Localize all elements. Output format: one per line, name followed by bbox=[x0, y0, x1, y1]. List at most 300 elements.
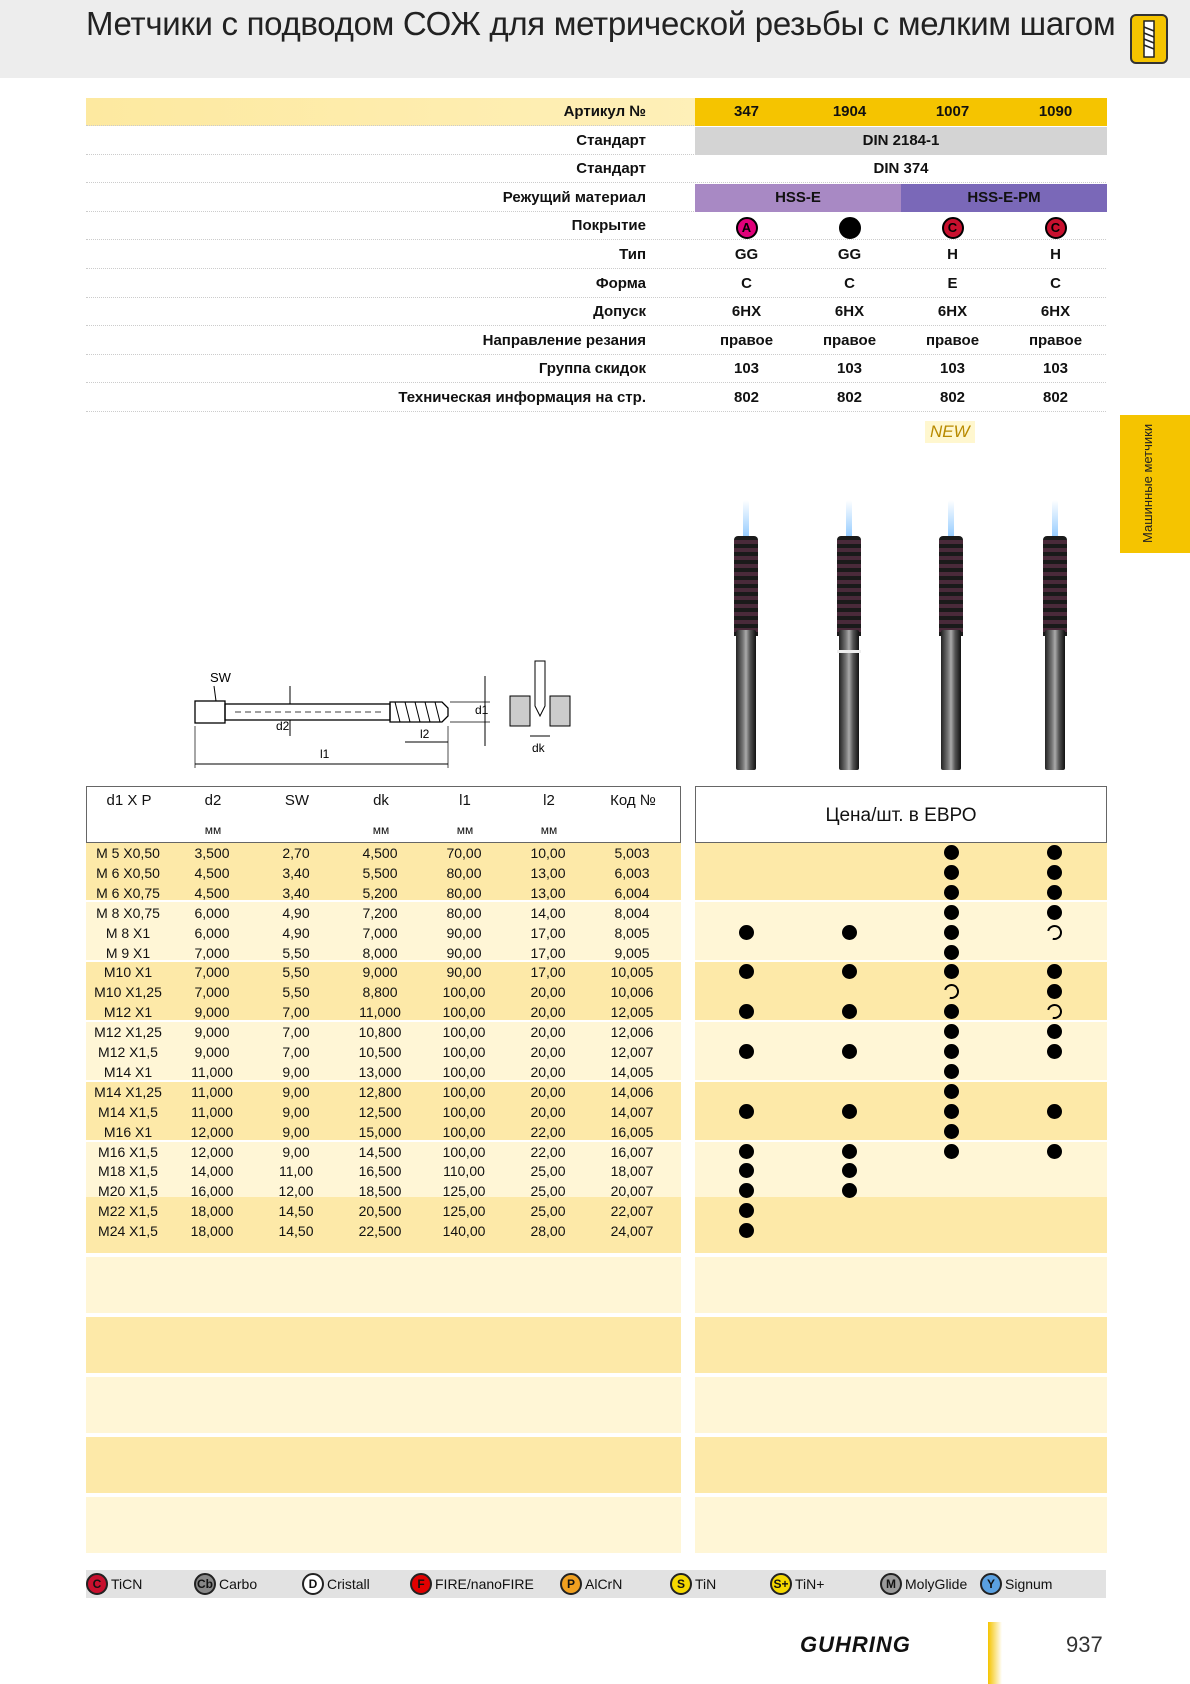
spec-row bbox=[86, 355, 1106, 383]
legend-label: Signum bbox=[1005, 1576, 1053, 1592]
table-cell: 90,00 bbox=[446, 964, 482, 981]
table-cell: M 8 X1 bbox=[105, 924, 151, 941]
availability-dot-icon bbox=[842, 925, 857, 940]
table-cell: 9,000 bbox=[194, 1044, 230, 1060]
price-band bbox=[695, 1082, 1107, 1140]
spec-value: H bbox=[1050, 246, 1061, 263]
table-cell: 7,00 bbox=[282, 1044, 310, 1060]
price-band bbox=[695, 1197, 1107, 1253]
table-cell: 12,000 bbox=[190, 1123, 234, 1140]
coating-legend-icon: F bbox=[410, 1573, 432, 1595]
column-unit: мм bbox=[456, 823, 474, 837]
spec-value: правое bbox=[822, 331, 877, 349]
table-cell: 9,00 bbox=[282, 1063, 310, 1080]
spec-row bbox=[86, 241, 1106, 269]
table-row bbox=[86, 863, 681, 883]
table-cell: 100,00 bbox=[442, 1044, 486, 1060]
table-row bbox=[86, 1062, 681, 1082]
d2-label: d2 bbox=[276, 719, 290, 733]
new-badge: NEW bbox=[925, 421, 975, 443]
table-cell: 12,800 bbox=[358, 1083, 402, 1100]
tool-photo-2 bbox=[837, 500, 861, 770]
side-tab-label: Машинные метчики bbox=[1140, 423, 1155, 543]
availability-dot-icon bbox=[944, 925, 959, 940]
spec-value: 802 bbox=[1042, 389, 1069, 406]
spec-values bbox=[695, 270, 1107, 298]
coating-cell bbox=[901, 212, 1004, 240]
table-cell: 11,00 bbox=[279, 1163, 313, 1180]
page-title: Метчики с подводом СОЖ для метрической резьбы с мелким шагом bbox=[86, 5, 1116, 42]
table-cell: 5,50 bbox=[282, 964, 310, 981]
table-cell: 22,00 bbox=[530, 1123, 566, 1140]
tool-photo-3 bbox=[939, 500, 963, 770]
legend-item bbox=[980, 1573, 1070, 1595]
table-cell: 100,00 bbox=[442, 1143, 486, 1160]
spec-row bbox=[86, 298, 1106, 326]
availability-dot-icon bbox=[842, 1144, 857, 1159]
spec-span-value: DIN 2184-1 bbox=[862, 131, 940, 149]
coating-legend-icon: S bbox=[670, 1573, 692, 1595]
legend-item bbox=[670, 1573, 770, 1595]
table-band bbox=[86, 1257, 681, 1313]
availability-dot-icon bbox=[1047, 845, 1062, 860]
column-unit bbox=[87, 817, 171, 843]
table-cell: M10 X1 bbox=[103, 964, 153, 981]
table-cell: M 8 X0,75 bbox=[96, 904, 160, 921]
spec-values bbox=[695, 384, 1107, 412]
spec-row bbox=[86, 127, 1106, 155]
availability-dot-icon bbox=[944, 1084, 959, 1099]
table-cell: 20,007 bbox=[610, 1183, 654, 1200]
l2-label: l2 bbox=[420, 727, 430, 741]
table-cell: 4,500 bbox=[194, 864, 230, 881]
price-band bbox=[695, 1497, 1107, 1553]
spec-value: GG bbox=[837, 246, 862, 263]
table-cell: 4,90 bbox=[282, 904, 310, 921]
table-cell: 125,00 bbox=[442, 1203, 486, 1220]
legend-item bbox=[880, 1573, 980, 1595]
column-unit bbox=[591, 817, 675, 843]
table-cell: M 5 X0,50 bbox=[96, 845, 160, 861]
coating-dot-icon bbox=[839, 217, 861, 239]
table-cell: 20,00 bbox=[530, 1024, 566, 1041]
table-cell: 5,50 bbox=[282, 944, 310, 961]
table-cell: 7,000 bbox=[194, 984, 230, 1001]
table-cell: 14,00 bbox=[530, 904, 566, 921]
table-cell: 14,005 bbox=[610, 1063, 654, 1080]
price-band bbox=[695, 1142, 1107, 1200]
table-cell: 7,200 bbox=[362, 904, 398, 921]
availability-dot-icon bbox=[944, 1144, 959, 1159]
spec-value: 1090 bbox=[1038, 103, 1073, 120]
legend-item bbox=[560, 1573, 670, 1595]
spec-values bbox=[695, 355, 1107, 383]
table-cell: 4,500 bbox=[194, 884, 230, 901]
table-cell: M 6 X0,50 bbox=[96, 864, 160, 881]
table-cell: 100,00 bbox=[442, 1123, 486, 1140]
table-cell: 7,000 bbox=[362, 924, 398, 941]
tap-icon bbox=[1130, 14, 1168, 64]
spec-value: 103 bbox=[1042, 360, 1069, 378]
table-row bbox=[86, 1022, 681, 1042]
table-cell: 18,000 bbox=[190, 1223, 234, 1240]
spec-label: Техническая информация на стр. bbox=[398, 389, 646, 406]
table-cell: 14,500 bbox=[358, 1143, 402, 1160]
price-band bbox=[695, 843, 1107, 900]
table-cell: 6,003 bbox=[614, 864, 650, 881]
tool-photo-1 bbox=[734, 500, 758, 770]
table-cell: 125,00 bbox=[442, 1183, 486, 1200]
table-row bbox=[86, 1161, 681, 1181]
table-cell: M18 X1,5 bbox=[98, 1163, 158, 1180]
price-band bbox=[695, 1377, 1107, 1433]
price-band bbox=[695, 902, 1107, 960]
table-row bbox=[86, 923, 681, 943]
table-cell: 28,00 bbox=[530, 1223, 566, 1240]
spec-value: C bbox=[844, 274, 855, 292]
table-cell: 80,00 bbox=[446, 864, 482, 881]
side-tab[interactable] bbox=[1120, 415, 1190, 553]
table-cell: 10,006 bbox=[610, 984, 654, 1001]
table-cell: 12,500 bbox=[358, 1103, 402, 1120]
table-cell: 20,00 bbox=[530, 1004, 566, 1021]
table-cell: 9,005 bbox=[614, 944, 650, 961]
legend-item bbox=[86, 1573, 194, 1595]
table-row bbox=[86, 943, 681, 963]
table-cell: M 9 X1 bbox=[105, 944, 151, 961]
table-cell: 10,800 bbox=[358, 1024, 402, 1041]
table-cell: 22,500 bbox=[358, 1223, 402, 1240]
spec-row bbox=[86, 270, 1106, 298]
spec-values bbox=[695, 98, 1107, 126]
availability-dot-icon bbox=[739, 1044, 754, 1059]
table-cell: 140,00 bbox=[442, 1223, 486, 1240]
table-cell: 16,000 bbox=[190, 1183, 234, 1200]
spec-value: GG bbox=[734, 246, 759, 263]
table-cell: M22 X1,5 bbox=[98, 1203, 158, 1220]
spec-row bbox=[86, 98, 1106, 126]
spec-value: 802 bbox=[939, 389, 966, 406]
d1-label: d1 bbox=[475, 703, 489, 717]
price-header: Цена/шт. в ЕВРО bbox=[695, 786, 1107, 843]
table-cell: 3,500 bbox=[194, 845, 230, 861]
table-cell: 100,00 bbox=[442, 1083, 486, 1100]
price-band bbox=[695, 1022, 1107, 1080]
availability-dot-icon bbox=[944, 1124, 959, 1139]
column-header: Код № bbox=[610, 792, 656, 809]
table-cell: 6,004 bbox=[614, 884, 650, 901]
table-cell: 8,800 bbox=[362, 984, 398, 1001]
spec-values bbox=[695, 241, 1107, 269]
table-cell: 10,00 bbox=[530, 845, 566, 861]
availability-dot-icon bbox=[944, 1044, 959, 1059]
spec-value: 6HX bbox=[937, 303, 968, 321]
table-cell: 12,00 bbox=[278, 1183, 314, 1200]
legend-item bbox=[194, 1573, 302, 1595]
table-cell: M14 X1,5 bbox=[98, 1103, 158, 1120]
table-cell: 17,00 bbox=[530, 924, 566, 941]
table-cell: 8,000 bbox=[362, 944, 398, 961]
table-cell: M16 X1 bbox=[103, 1123, 153, 1140]
column-unit bbox=[255, 817, 339, 843]
table-cell: 100,00 bbox=[442, 1004, 486, 1021]
column-unit: мм bbox=[540, 823, 558, 837]
table-cell: 9,00 bbox=[282, 1123, 310, 1140]
table-cell: 20,500 bbox=[358, 1203, 402, 1220]
coating-legend-icon: Y bbox=[980, 1573, 1002, 1595]
spec-value: правое bbox=[719, 331, 774, 349]
spec-row bbox=[86, 155, 1106, 183]
coating-icon: C bbox=[942, 217, 964, 239]
spec-value: C bbox=[741, 274, 752, 292]
table-cell: 14,50 bbox=[278, 1203, 314, 1220]
spec-label: Направление резания bbox=[482, 331, 646, 349]
spec-values bbox=[695, 127, 1107, 155]
dk-label: dk bbox=[532, 741, 545, 755]
coating-legend-icon: Cb bbox=[194, 1573, 216, 1595]
table-cell: 11,000 bbox=[191, 1063, 233, 1080]
availability-dot-icon bbox=[739, 925, 754, 940]
price-band bbox=[695, 1317, 1107, 1373]
table-row bbox=[86, 1122, 681, 1142]
table-cell: 7,000 bbox=[194, 964, 230, 981]
table-cell: M14 X1 bbox=[103, 1063, 153, 1080]
availability-dot-icon bbox=[944, 865, 959, 880]
table-row bbox=[86, 1042, 681, 1062]
column-header: d1 X P bbox=[106, 792, 152, 809]
legend-label: TiN+ bbox=[795, 1576, 825, 1592]
table-header bbox=[86, 786, 681, 843]
table-cell: 8,004 bbox=[614, 904, 650, 921]
table-cell: M12 X1 bbox=[103, 1004, 153, 1021]
spec-value: 6HX bbox=[731, 303, 762, 321]
availability-dot-icon bbox=[739, 1104, 754, 1119]
availability-dot-icon bbox=[944, 1024, 959, 1039]
table-cell: 16,005 bbox=[610, 1123, 654, 1140]
column-header: l1 bbox=[459, 792, 471, 809]
table-cell: 5,50 bbox=[282, 984, 310, 1001]
table-cell: 100,00 bbox=[442, 1024, 486, 1041]
page-number: 937 bbox=[1066, 1632, 1103, 1657]
table-cell: 11,000 bbox=[191, 1103, 233, 1120]
table-band bbox=[86, 1497, 681, 1553]
spec-label: Допуск bbox=[593, 303, 646, 321]
price-band bbox=[695, 962, 1107, 1020]
spec-value: правое bbox=[925, 331, 980, 349]
table-band bbox=[86, 1317, 681, 1373]
table-row bbox=[86, 843, 681, 863]
coating-legend-icon: D bbox=[302, 1573, 324, 1595]
availability-dot-icon bbox=[739, 1144, 754, 1159]
column-header: d2 bbox=[204, 792, 222, 809]
table-cell: 14,000 bbox=[190, 1163, 234, 1180]
table-cell: 24,007 bbox=[610, 1223, 654, 1240]
table-cell: M10 X1,25 bbox=[94, 984, 162, 1001]
table-row bbox=[86, 962, 681, 982]
table-cell: 12,007 bbox=[610, 1044, 654, 1060]
table-cell: M14 X1,25 bbox=[94, 1083, 162, 1100]
availability-dot-icon bbox=[1047, 1024, 1062, 1039]
availability-dot-icon bbox=[944, 945, 959, 960]
spec-value: 1007 bbox=[935, 103, 970, 120]
coating-legend bbox=[86, 1570, 1106, 1598]
availability-dot-icon bbox=[1047, 1104, 1062, 1119]
spec-label: Покрытие bbox=[571, 217, 646, 235]
table-cell: 10,005 bbox=[610, 964, 654, 981]
table-cell: 100,00 bbox=[442, 1063, 486, 1080]
spec-row bbox=[86, 184, 1106, 212]
table-row bbox=[86, 1102, 681, 1122]
spec-value: E bbox=[947, 274, 958, 292]
availability-dot-icon bbox=[842, 1044, 857, 1059]
spec-values bbox=[695, 212, 1107, 240]
legend-label: TiN bbox=[695, 1576, 717, 1592]
spec-label: Стандарт bbox=[576, 160, 646, 178]
spec-value: C bbox=[1050, 274, 1061, 292]
table-cell: 12,006 bbox=[610, 1024, 654, 1041]
table-cell: 9,000 bbox=[194, 1024, 230, 1041]
spec-value: правое bbox=[1028, 331, 1083, 349]
table-cell: M 6 X0,75 bbox=[96, 884, 160, 901]
table-cell: 16,500 bbox=[358, 1163, 402, 1180]
table-cell: 25,00 bbox=[530, 1203, 566, 1220]
table-cell: 70,00 bbox=[446, 845, 482, 861]
availability-dot-icon bbox=[1047, 885, 1062, 900]
coating-icon: C bbox=[1045, 217, 1067, 239]
table-cell: 7,000 bbox=[194, 944, 230, 961]
table-cell: M12 X1,5 bbox=[98, 1044, 158, 1060]
table-cell: 14,006 bbox=[610, 1083, 654, 1100]
table-cell: 80,00 bbox=[446, 884, 482, 901]
coating-legend-icon: S+ bbox=[770, 1573, 792, 1595]
spec-label: Режущий материал bbox=[502, 188, 646, 206]
table-row bbox=[86, 982, 681, 1002]
coating-cell bbox=[1004, 212, 1107, 240]
spec-value: 103 bbox=[939, 360, 966, 378]
availability-dot-icon bbox=[944, 1064, 959, 1079]
table-row bbox=[86, 1142, 681, 1162]
table-cell: M24 X1,5 bbox=[98, 1223, 158, 1240]
spec-values bbox=[695, 184, 1107, 212]
spec-value: 802 bbox=[836, 389, 863, 406]
table-cell: 12,000 bbox=[190, 1143, 234, 1160]
column-unit: мм bbox=[372, 823, 390, 837]
table-cell: 100,00 bbox=[442, 1103, 486, 1120]
legend-label: AlCrN bbox=[585, 1576, 623, 1592]
spec-value: 103 bbox=[733, 360, 760, 378]
table-cell: 17,00 bbox=[530, 944, 566, 961]
table-cell: 11,000 bbox=[359, 1004, 401, 1021]
table-row bbox=[86, 1181, 681, 1201]
table-cell: 25,00 bbox=[530, 1163, 566, 1180]
table-cell: 20,00 bbox=[530, 1103, 566, 1120]
table-cell: 3,40 bbox=[282, 864, 310, 881]
table-row bbox=[86, 883, 681, 903]
table-band bbox=[86, 1377, 681, 1433]
coating-legend-icon: C bbox=[86, 1573, 108, 1595]
column-header: l2 bbox=[543, 792, 555, 809]
table-cell: 8,005 bbox=[614, 924, 650, 941]
spec-row bbox=[86, 384, 1106, 412]
column-header: dk bbox=[373, 792, 389, 809]
availability-dot-icon bbox=[944, 1104, 959, 1119]
column-unit: мм bbox=[204, 823, 222, 837]
table-cell: 14,007 bbox=[610, 1103, 654, 1120]
sw-label: SW bbox=[210, 670, 231, 685]
table-cell: 2,70 bbox=[282, 845, 310, 861]
table-cell: 10,500 bbox=[358, 1044, 402, 1060]
table-row bbox=[86, 903, 681, 923]
availability-dot-icon bbox=[944, 885, 959, 900]
table-cell: 13,00 bbox=[530, 864, 566, 881]
table-cell: 13,00 bbox=[530, 884, 566, 901]
spec-label: Группа скидок bbox=[538, 360, 646, 378]
spec-row bbox=[86, 327, 1106, 355]
table-cell: 9,000 bbox=[362, 964, 398, 981]
table-cell: 6,000 bbox=[194, 924, 230, 941]
table-cell: 5,200 bbox=[362, 884, 398, 901]
availability-dot-icon bbox=[842, 1104, 857, 1119]
spec-value: 1904 bbox=[832, 103, 867, 120]
table-cell: 7,00 bbox=[282, 1004, 310, 1021]
table-cell: 90,00 bbox=[446, 924, 482, 941]
table-row bbox=[86, 1082, 681, 1102]
table-cell: 12,005 bbox=[610, 1004, 654, 1021]
table-cell: 17,00 bbox=[530, 964, 566, 981]
table-row bbox=[86, 1002, 681, 1022]
table-cell: 9,00 bbox=[282, 1083, 310, 1100]
spec-label: Стандарт bbox=[576, 131, 646, 149]
table-cell: 18,500 bbox=[358, 1183, 402, 1200]
table-cell: M20 X1,5 bbox=[98, 1183, 158, 1200]
coating-legend-icon: M bbox=[880, 1573, 902, 1595]
table-cell: M16 X1,5 bbox=[98, 1143, 158, 1160]
page-bar bbox=[988, 1622, 1002, 1684]
table-cell: 5,500 bbox=[362, 864, 398, 881]
table-cell: 25,00 bbox=[530, 1183, 566, 1200]
table-cell: 18,007 bbox=[610, 1163, 654, 1180]
legend-item bbox=[302, 1573, 410, 1595]
table-band bbox=[86, 1437, 681, 1493]
spec-values bbox=[695, 298, 1107, 326]
table-row bbox=[86, 1221, 681, 1241]
column-header: SW bbox=[284, 792, 310, 809]
coating-cell bbox=[695, 212, 798, 240]
table-cell: M12 X1,25 bbox=[94, 1024, 162, 1041]
spec-value: 347 bbox=[733, 103, 760, 120]
material-group: HSS-E-PM bbox=[901, 184, 1107, 212]
spec-label: Форма bbox=[595, 274, 646, 292]
table-cell: 80,00 bbox=[446, 904, 482, 921]
table-cell: 4,90 bbox=[282, 924, 310, 941]
legend-label: TiCN bbox=[111, 1576, 143, 1592]
spec-value: 6HX bbox=[834, 303, 865, 321]
table-cell: 20,00 bbox=[530, 1063, 566, 1080]
table-cell: 90,00 bbox=[446, 944, 482, 961]
spec-row bbox=[86, 212, 1106, 240]
coating-legend-icon: P bbox=[560, 1573, 582, 1595]
table-cell: 3,40 bbox=[282, 884, 310, 901]
tool-photo-4 bbox=[1043, 500, 1067, 770]
table-cell: 100,00 bbox=[442, 984, 486, 1001]
table-cell: 16,007 bbox=[610, 1143, 654, 1160]
coating-cell bbox=[798, 212, 901, 240]
table-cell: 13,000 bbox=[358, 1063, 402, 1080]
table-cell: 22,007 bbox=[610, 1203, 654, 1220]
table-cell: 20,00 bbox=[530, 984, 566, 1001]
material-group: HSS-E bbox=[695, 184, 901, 212]
spec-values bbox=[695, 155, 1107, 183]
